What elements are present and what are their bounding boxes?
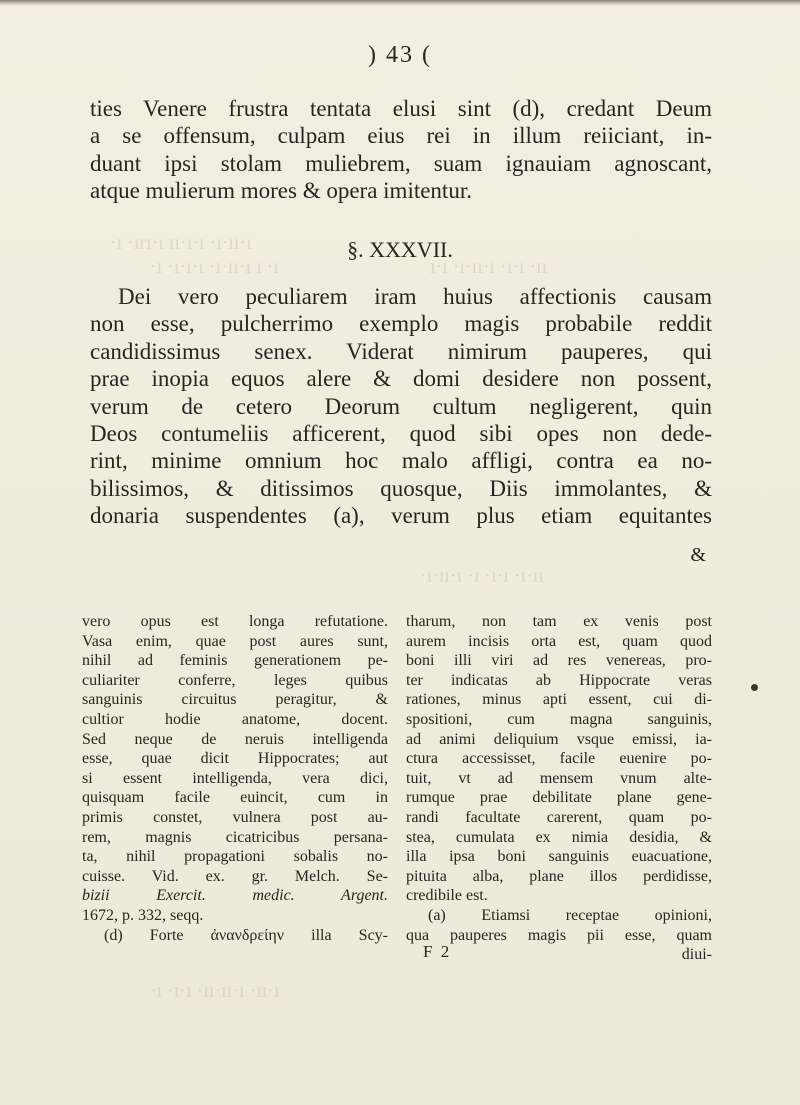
text-line: rint, minime omnium hoc malo affligi, contra ea no- <box>90 448 712 474</box>
footnote-line: cuisse. Vid. ex. gr. Melch. Se- <box>82 867 388 885</box>
text-line: prae inopia equos alere & domi desidere non possent, <box>90 366 712 392</box>
footnote-line: (a) Etiamsi receptae opinioni, <box>428 906 712 924</box>
text-line: candidissimus senex. Viderat nimirum pauperes, qui <box>90 338 712 364</box>
footnote-line: rumque prae debilitate plane gene- <box>406 789 712 807</box>
footnote-line: vero opus est longa refutatione. <box>82 613 388 630</box>
show-through-text: ·ı ·ı·ı·ı ·ı·ıı·ı ı ·ı <box>150 256 279 278</box>
footnote-line: tuit, vt ad mensem vnum alte- <box>406 769 712 787</box>
footnote-line: randi facultate carerent, quam po- <box>406 808 712 826</box>
footnote-line: Vasa enim, quae post aures sunt, <box>82 632 388 650</box>
footnote-line: culiariter conferre, leges quibus <box>82 671 388 689</box>
page-top-edge <box>0 0 800 6</box>
footnote-line: esse, quae dicit Hippocrates; aut <box>82 750 388 768</box>
footnote-line: ter indicatas ab Hippocrate veras <box>406 671 712 689</box>
footnote-line: rem, magnis cicatricibus persana- <box>82 828 388 846</box>
show-through-text: ·ı·ıı·ı ·ı ·ı·ı ·ı·ıı <box>420 565 544 587</box>
page-number: ) 43 ( <box>368 42 432 68</box>
footnote-line: cultior hodie anatome, docent. <box>82 710 388 728</box>
footnote-line: stea, cumulata ex nimia desidia, & <box>406 828 712 846</box>
footnote-line: 1672, p. 332, seqq. <box>82 906 204 924</box>
show-through-text: ı·ı ·ı·ıı·ı ·ı·ı ·ıı <box>430 256 548 278</box>
ink-spot <box>751 684 758 691</box>
paragraph-section-37 <box>90 283 712 530</box>
paragraph-continued <box>90 95 712 205</box>
footnote-line: spositioni, cum magna sanguinis, <box>406 710 712 728</box>
text-line: verum de cetero Deorum cultum negligerent, quin <box>90 393 712 419</box>
footnote-line: Sed neque de neruis intelligenda <box>82 730 388 748</box>
section-heading: §. XXXVII. <box>347 237 453 262</box>
footnote-line: (d) Forte ἀνανδρείην illa Scy- <box>104 926 388 944</box>
footnote-line: aurem incisis orta est, quam quod <box>406 632 712 650</box>
footnote-column-right <box>406 612 712 965</box>
footnote-line: ctura accessisset, facile euenire po- <box>406 750 712 768</box>
text-line: atque mulierum mores & opera imitentur. <box>90 178 472 204</box>
text-line: Dei vero peculiarem iram huius affectionis causam <box>118 284 712 309</box>
footnote-line: bizii Exercit. medic. Argent. <box>82 887 388 905</box>
footnote-line: qua pauperes magis pii esse, quam <box>406 926 712 944</box>
footnote-line: quisquam facile euincit, cum in <box>82 789 388 807</box>
catchword: & <box>690 544 706 566</box>
footnote-line: boni illi viri ad res venereas, pro- <box>406 652 712 670</box>
footnote-line: rationes, minus apti essent, cui di- <box>406 691 712 709</box>
text-line: a se offensum, culpam eius rei in illum reiiciant, in- <box>90 123 712 149</box>
footnote-line: primis constet, vulnera post au- <box>82 808 388 826</box>
footnote-line: nihil ad feminis generationem pe- <box>82 652 388 670</box>
footnote-line: tharum, non tam ex venis post <box>406 613 712 630</box>
footnote-line: si essent intelligenda, vera dici, <box>82 769 388 787</box>
text-line: bilissimos, & ditissimos quosque, Diis immolantes, & <box>90 475 712 501</box>
footnote-line: ta, nihil propagationi sobalis no- <box>82 848 388 866</box>
show-through-text: ·ı ·ı·ı ·ıı·ıı·ı ·ıı·ı <box>150 980 280 1002</box>
footnote-line: pituita alba, plane illos perdidisse, <box>406 867 712 885</box>
footnotes <box>82 612 712 965</box>
text-line: ties Venere frustra tentata elusi sint (d), credant Deum <box>90 96 712 121</box>
show-through-text: ·ı ·ırı·ı ıı·ı·ı ·ı·ıı·ı <box>110 232 252 254</box>
footnote-line: credibile est. <box>406 887 488 905</box>
footnote-line: diui- <box>681 946 712 964</box>
text-line: non esse, pulcherrimo exemplo magis probabile reddit <box>90 311 712 337</box>
footnote-line: illa ipsa boni sanguinis euacuatione, <box>406 848 712 866</box>
footnote-line: sanguinis circuitus peragitur, & <box>82 691 388 709</box>
text-line: donaria suspendentes (a), verum plus etiam equitantes <box>90 503 712 529</box>
footnote-line: ad animi deliquium vsque emissi, ia- <box>406 730 712 748</box>
text-line: Deos contumeliis afficerent, quod sibi opes non dede- <box>90 421 712 447</box>
footnote-column-left <box>82 612 388 965</box>
signature-mark: F 2 <box>423 942 452 961</box>
text-line: duant ipsi stolam muliebrem, suam ignauiam agnoscant, <box>90 150 712 176</box>
